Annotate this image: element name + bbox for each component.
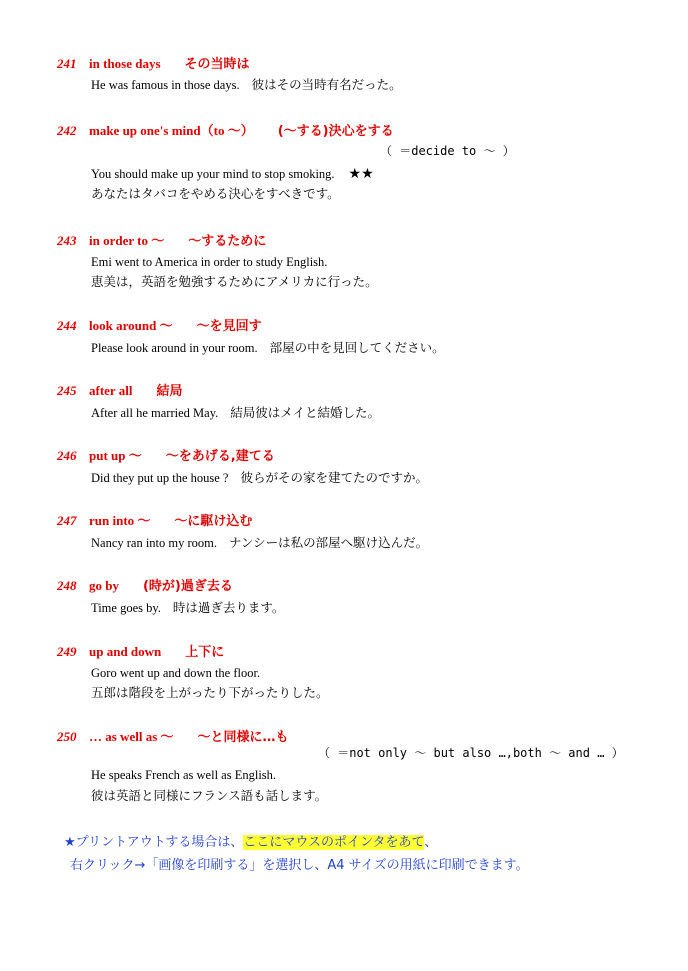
entry-meaning: ～を見回す (196, 319, 262, 334)
entry-number: 247 (57, 513, 77, 528)
example-japanese: 五郎は階段を上がったり下がったりした。 (91, 685, 329, 700)
example-line-japanese (91, 684, 329, 702)
example-english: Time goes by. (91, 601, 161, 615)
example-japanese: 彼らがその家を建てたのですか。 (240, 470, 428, 485)
entry-heading (57, 643, 224, 661)
entry-number: 244 (57, 318, 77, 333)
entry-phrase: put up ～ (89, 448, 142, 463)
print-instruction-line-1 (64, 833, 437, 853)
entry-heading (57, 577, 233, 595)
example-line (91, 404, 380, 422)
entry-number: 248 (57, 578, 77, 593)
example-line-japanese (91, 185, 340, 203)
example-line (91, 534, 428, 552)
print-instruction-suffix: 、 (424, 835, 438, 850)
entry-heading (57, 232, 266, 250)
example-line (91, 599, 284, 617)
example-japanese: 恵美は，英語を勉強するためにアメリカに行った。 (91, 274, 378, 289)
importance-stars: ★★ (348, 166, 374, 182)
entry-number: 245 (57, 383, 77, 398)
entry-heading (57, 122, 394, 140)
example-japanese: 時は過ぎ去ります。 (172, 600, 285, 615)
entry-meaning: (時が)過ぎ去る (142, 579, 233, 594)
entry-heading (57, 382, 182, 400)
entry-number: 242 (57, 123, 77, 138)
example-line-japanese (91, 273, 378, 291)
example-english: Please look around in your room. (91, 341, 258, 355)
entry-meaning: ～と同様に…も (197, 730, 289, 745)
example-line (91, 664, 260, 682)
example-line (91, 469, 428, 487)
entry-phrase: make up one's mind（to ～） (89, 123, 254, 138)
example-line (91, 339, 445, 357)
example-english: Nancy ran into my room. (91, 536, 218, 550)
entry-phrase: run into ～ (89, 513, 151, 528)
entry-phrase: in order to ～ (89, 233, 165, 248)
example-line (91, 165, 374, 183)
example-japanese: 彼は英語と同様にフランス語も話します。 (91, 788, 328, 803)
example-line (91, 253, 327, 271)
example-japanese: 結局彼はメイと結婚した。 (230, 405, 381, 420)
example-japanese: ナンシーは私の部屋へ駆け込んだ。 (229, 535, 429, 550)
entry-meaning: ～するために (188, 234, 267, 249)
entry-phrase: up and down (89, 644, 162, 659)
entry-number: 243 (57, 233, 77, 248)
entry-phrase: look around ～ (89, 318, 173, 333)
entry-meaning: 結局 (156, 384, 183, 399)
entry-phrase: go by (89, 578, 119, 593)
entry-number: 249 (57, 644, 77, 659)
entry-phrase: … as well as ～ (89, 729, 174, 744)
entry-number: 250 (57, 729, 77, 744)
print-instruction-prefix: ★プリントアウトする場合は、 (64, 835, 244, 850)
example-english: He was famous in those days. (91, 78, 240, 92)
synonym-note: （ ＝decide to ～ ） (380, 144, 515, 158)
entry-heading (57, 317, 262, 335)
example-japanese: 彼はその当時有名だった。 (251, 77, 402, 92)
entry-meaning: 上下に (185, 645, 225, 660)
example-line (91, 766, 276, 784)
entry-phrase: after all (89, 383, 133, 398)
entry-phrase: in those days (89, 56, 161, 71)
example-line-japanese (91, 787, 327, 805)
entry-heading (57, 447, 275, 465)
example-line (91, 76, 402, 94)
example-english: Emi went to America in order to study English. (91, 255, 328, 269)
example-english: Did they put up the house ? (91, 471, 229, 485)
example-english: You should make up your mind to stop smoking. (91, 167, 335, 181)
entry-meaning: その当時は (184, 57, 250, 72)
print-instruction-line-2: 右クリック→「画像を印刷する」を選択し、A4 サイズの用紙に印刷できます。 (70, 858, 529, 873)
entry-heading (57, 512, 252, 530)
entry-meaning: (～する)決心をする (277, 124, 394, 139)
pointer-target-highlight[interactable]: ここにマウスのポインタをあて (243, 835, 425, 850)
example-english: After all he married May. (91, 406, 219, 420)
entry-heading (57, 728, 289, 746)
example-english: He speaks French as well as English. (91, 768, 277, 782)
entry-number: 246 (57, 448, 77, 463)
entry-number: 241 (57, 56, 77, 71)
example-english: Goro went up and down the floor. (91, 666, 261, 680)
entry-meaning: ～をあげる,建てる (165, 449, 275, 464)
entry-meaning: ～に駆け込む (174, 514, 253, 529)
entry-heading (57, 55, 250, 73)
synonym-note: （ ＝not only ～ but also …,both ～ and … ） (318, 746, 624, 760)
example-japanese: 部屋の中を見回してください。 (269, 340, 445, 355)
example-japanese: あなたはタバコをやめる決心をすべきです。 (91, 186, 340, 201)
